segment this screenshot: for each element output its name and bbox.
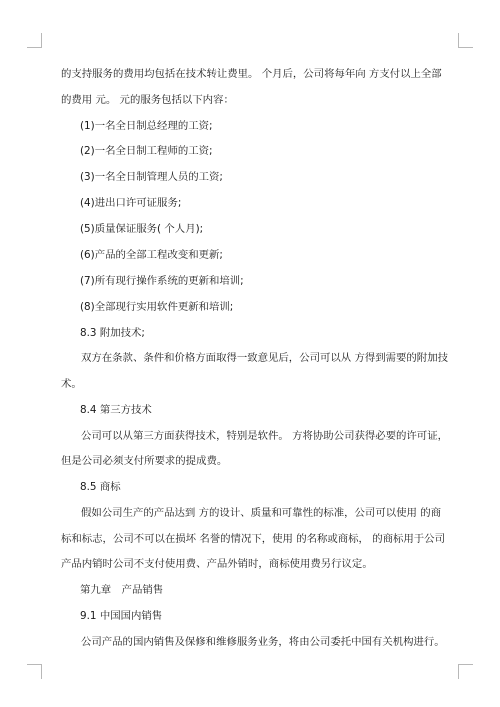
text-line-item-6: (6)产品的全部工程改变和更新; <box>80 249 223 261</box>
crop-mark-bottom-left <box>27 664 42 679</box>
text-line-p4-l2: 标和标志，公司不可以在损坏 名誉的情况下，使用 的名称或商标， 的商标用于公司 <box>61 533 445 545</box>
text-line-p1-l2: 的费用 元。 元的服务包括以下内容： <box>61 94 234 106</box>
text-line-p2-l1: 双方在条款、条件和价格方面取得一致意见后，公司可以从 方得到需要的附加技 <box>81 352 448 364</box>
text-line-p3-l2: 但是公司必须支付所要求的提成费。 <box>61 455 228 467</box>
text-line-h-8-4: 8.4 第三方技术 <box>80 404 152 416</box>
text-line-item-2: (2)一名全日制工程师的工资; <box>80 145 213 157</box>
text-line-item-8: (8)全部现行实用软件更新和培训; <box>80 301 234 313</box>
text-line-p1-l1: 的支持服务的费用均包括在技术转让费里。 个月后，公司将每年向 方支付以上全部 <box>61 68 442 80</box>
crop-mark-bottom-right <box>458 664 473 679</box>
text-line-item-5: (5)质量保证服务( 个人月); <box>80 223 204 235</box>
text-line-p3-l1: 公司可以从第三方面获得技术，特别是软件。 方将协助公司获得必要的许可证， <box>81 430 448 442</box>
text-line-p2-l2: 术。 <box>61 378 82 390</box>
crop-mark-top-left <box>27 33 42 48</box>
text-line-item-4: (4)进出口许可证服务; <box>80 197 182 209</box>
text-line-p4-l3: 产品内销时公司不支付使用费、产品外销时，商标使用费另行议定。 <box>61 558 373 570</box>
text-line-h-8-5: 8.5 商标 <box>80 481 121 493</box>
text-line-p5-l1: 公司产品的国内销售及保修和维修服务业务，将由公司委托中国有关机构进行。 <box>81 636 445 648</box>
text-line-p4-l1: 假如公司生产的产品达到 方的设计、质量和可靠性的标准，公司可以使用 的商 <box>81 507 441 519</box>
text-line-item-1: (1)一名全日制总经理的工资; <box>80 120 213 132</box>
text-line-h-9-1: 9.1 中国国内销售 <box>80 610 163 622</box>
text-line-h-ch9: 第九章 产品销售 <box>80 584 164 596</box>
text-line-item-7: (7)所有现行操作系统的更新和培训; <box>80 275 244 287</box>
crop-mark-top-right <box>458 33 473 48</box>
text-line-h-8-3: 8.3 附加技术; <box>80 327 145 339</box>
text-line-item-3: (3)一名全日制管理人员的工资; <box>80 171 223 183</box>
